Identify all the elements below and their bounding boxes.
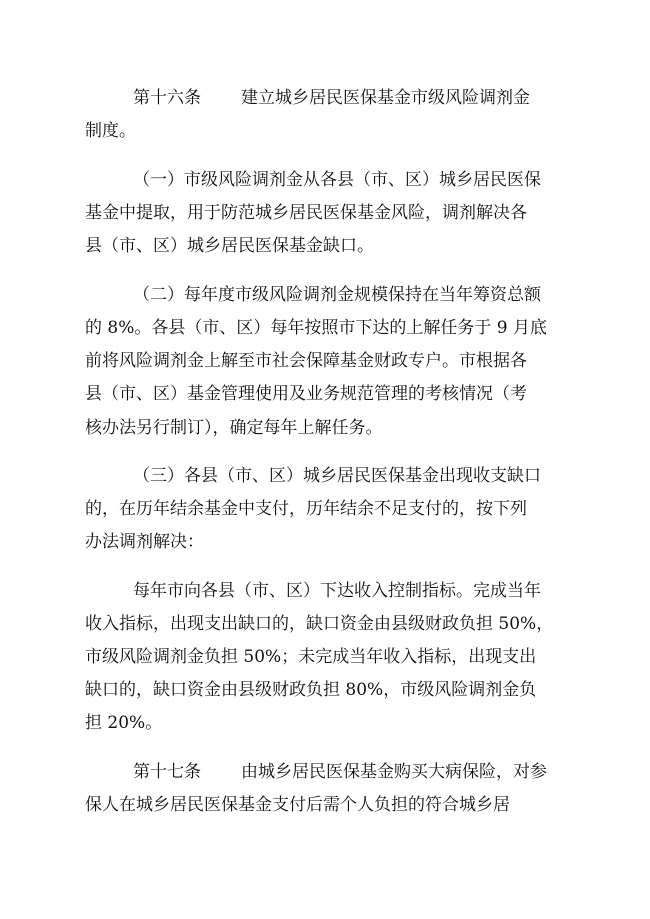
para4-line3: 市级风险调剂金负担 50%；未完成当年收入指标，出现支出 — [85, 647, 537, 667]
para3-line3: 办法调剂解决： — [85, 532, 204, 552]
para1-line2: 基金中提取，用于防范城乡居民医保基金风险，调剂解决各 — [85, 203, 527, 223]
article-16-label: 第十六条 — [133, 88, 201, 108]
article-17-label: 第十七条 — [133, 762, 201, 782]
article-17-title-line2: 保人在城乡居民医保基金支付后需个人负担的符合城乡居 — [85, 795, 510, 815]
para4-line1: 每年市向各县（市、区）下达收入控制指标。完成当年 — [133, 581, 541, 601]
article-17-title-line1: 由城乡居民医保基金购买大病保险，对参 — [241, 762, 547, 782]
article-16-title-line2: 制度。 — [85, 121, 136, 141]
para2-line1: （二）每年度市级风险调剂金规模保持在当年筹资总额 — [133, 285, 541, 305]
para2-line3: 前将风险调剂金上解至市社会保障基金财政专户。市根据各 — [85, 351, 527, 371]
para1-line3: 县（市、区）城乡居民医保基金缺口。 — [85, 236, 374, 256]
para4-line4: 缺口的，缺口资金由县级财政负担 80%，市级风险调剂金负 — [85, 680, 537, 700]
para3-line2: 的，在历年结余基金中支付，历年结余不足支付的，按下列 — [85, 499, 527, 519]
para2-line4: 县（市、区）基金管理使用及业务规范管理的考核情况（考 — [85, 384, 527, 404]
para3-line1: （三）各县（市、区）城乡居民医保基金出现收支缺口 — [133, 466, 541, 486]
article-16-heading — [133, 88, 530, 108]
article-17-heading — [133, 762, 547, 782]
para4-line5: 担 20%。 — [85, 713, 163, 733]
para2-line5: 核办法另行制订），确定每年上解任务。 — [85, 418, 383, 438]
para4-line2: 收入指标，出现支出缺口的，缺口资金由县级财政负担 50%， — [85, 614, 554, 634]
para1-line1: （一）市级风险调剂金从各县（市、区）城乡居民医保 — [133, 170, 541, 190]
para2-line2: 的 8%。各县（市、区）每年按照市下达的上解任务于 9 月底 — [85, 318, 547, 338]
article-16-title-line1: 建立城乡居民医保基金市级风险调剂金 — [241, 88, 530, 108]
